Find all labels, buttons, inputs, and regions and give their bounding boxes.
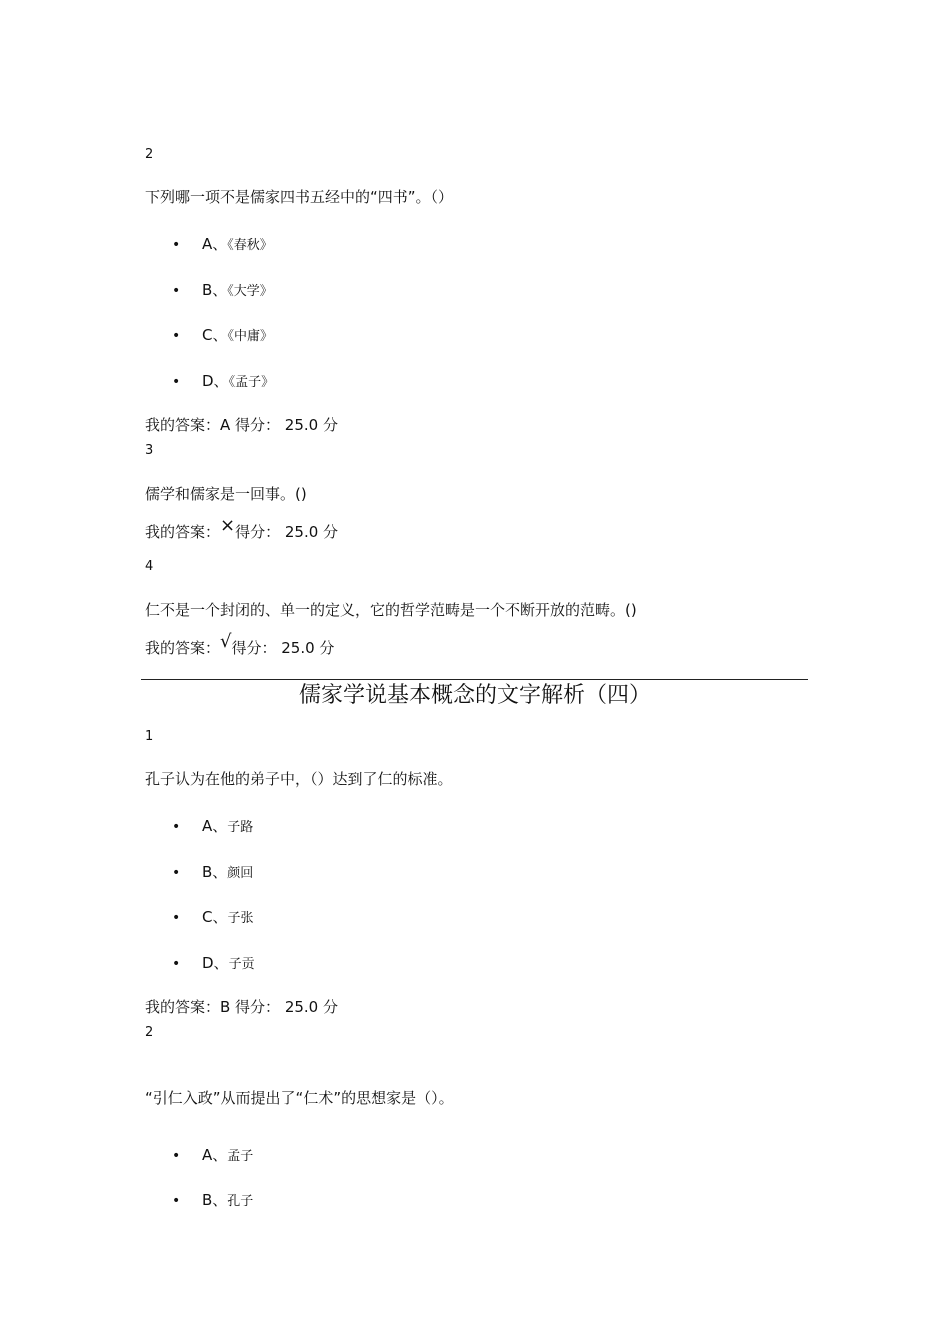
option-text: 《春秋》 bbox=[227, 238, 273, 253]
question-number: 2 bbox=[145, 1025, 154, 1040]
answer-score: 得分： 25.0 分 bbox=[235, 523, 339, 541]
option-text: 孟子 bbox=[227, 1149, 254, 1164]
question-number: 2 bbox=[145, 147, 154, 162]
option-letter: B、 bbox=[202, 281, 228, 299]
option-text: 《孟子》 bbox=[228, 375, 275, 390]
option-item[interactable] bbox=[172, 952, 255, 973]
option-text: 子路 bbox=[227, 820, 254, 835]
option-letter: D、 bbox=[202, 372, 229, 390]
option-text: 孔子 bbox=[227, 1194, 254, 1209]
answer-score: 得分： 25.0 分 bbox=[231, 639, 335, 657]
question-text: “引仁入政”从而提出了“仁术”的思想家是（）。 bbox=[145, 1089, 454, 1107]
question-number: 4 bbox=[145, 559, 154, 574]
option-item[interactable] bbox=[172, 815, 253, 836]
option-letter: A、 bbox=[202, 817, 228, 835]
option-letter: B、 bbox=[202, 1191, 228, 1209]
option-text: 子张 bbox=[227, 911, 254, 926]
option-letter: D、 bbox=[202, 954, 229, 972]
check-mark-icon: √ bbox=[220, 631, 232, 652]
option-item[interactable] bbox=[172, 861, 253, 882]
answer-line bbox=[145, 631, 335, 658]
bullet-icon: • bbox=[172, 819, 181, 835]
option-letter: A、 bbox=[202, 235, 228, 253]
option-letter: A、 bbox=[202, 1146, 228, 1164]
option-item[interactable] bbox=[172, 233, 273, 254]
option-letter: C、 bbox=[202, 326, 228, 344]
bullet-icon: • bbox=[172, 283, 181, 299]
option-text: 《中庸》 bbox=[227, 329, 273, 344]
option-item[interactable] bbox=[172, 1189, 253, 1210]
answer-line bbox=[145, 515, 339, 542]
section-title: 儒家学说基本概念的文字解析（四） bbox=[298, 683, 651, 708]
bullet-icon: • bbox=[172, 1148, 181, 1164]
option-text: 子贡 bbox=[228, 957, 255, 972]
question-number: 3 bbox=[145, 443, 154, 458]
bullet-icon: • bbox=[172, 865, 181, 881]
option-item[interactable] bbox=[172, 324, 273, 345]
answer-prefix: 我的答案： bbox=[145, 523, 221, 541]
question-text: 仁不是一个封闭的、单一的定义，它的哲学范畴是一个不断开放的范畴。() bbox=[145, 601, 637, 619]
option-item[interactable] bbox=[172, 370, 274, 391]
option-item[interactable] bbox=[172, 1144, 253, 1165]
cross-mark-icon: × bbox=[220, 515, 236, 536]
bullet-icon: • bbox=[172, 1193, 181, 1209]
bullet-icon: • bbox=[172, 237, 181, 253]
bullet-icon: • bbox=[172, 910, 181, 926]
option-item[interactable] bbox=[172, 906, 254, 927]
option-text: 颜回 bbox=[227, 866, 254, 881]
question-text: 儒学和儒家是一回事。() bbox=[145, 485, 307, 503]
option-item[interactable] bbox=[172, 279, 273, 300]
option-text: 《大学》 bbox=[227, 284, 273, 299]
question-text: 孔子认为在他的弟子中，（）达到了仁的标准。 bbox=[145, 770, 453, 788]
answer-line: 我的答案：B 得分： 25.0 分 bbox=[145, 998, 338, 1016]
question-text: 下列哪一项不是儒家四书五经中的“四书”。（） bbox=[145, 188, 454, 206]
bullet-icon: • bbox=[172, 328, 181, 344]
bullet-icon: • bbox=[172, 374, 181, 390]
answer-line: 我的答案：A 得分： 25.0 分 bbox=[145, 416, 338, 434]
option-letter: C、 bbox=[202, 908, 228, 926]
bullet-icon: • bbox=[172, 956, 181, 972]
question-number: 1 bbox=[145, 729, 154, 744]
option-letter: B、 bbox=[202, 863, 228, 881]
answer-prefix: 我的答案： bbox=[145, 639, 221, 657]
